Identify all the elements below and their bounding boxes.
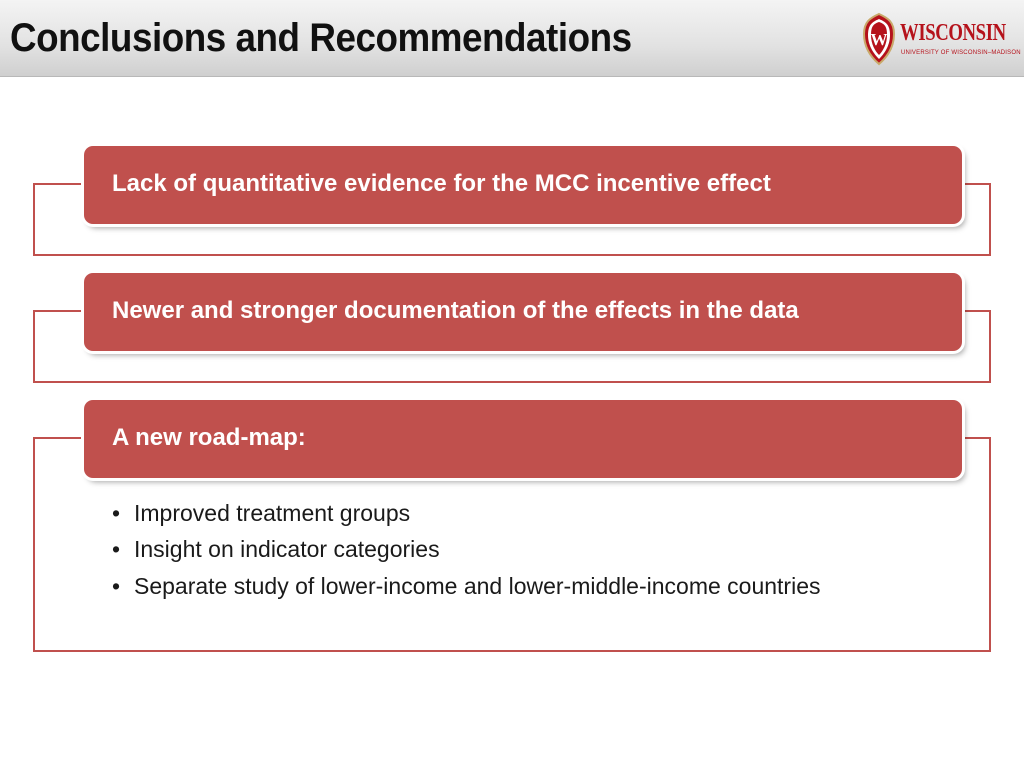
box-1-heading: Lack of quantitative evidence for the MCC incentive effect xyxy=(84,146,962,224)
list-item: • Separate study of lower-income and lower-middle-income countries xyxy=(112,573,821,599)
list-item: • Improved treatment groups xyxy=(112,500,411,526)
svg-text:W: W xyxy=(870,30,888,49)
logo-wordmark: WISCONSIN xyxy=(900,20,1006,46)
box-3-heading: A new road-map: xyxy=(84,400,962,478)
box-2-heading: Newer and stronger documentation of the effects in the data xyxy=(84,273,962,351)
roadmap-bullet-list xyxy=(110,498,870,608)
slide-header xyxy=(0,0,1024,77)
page-title: Conclusions and Recommendations xyxy=(10,16,632,60)
list-item: • Insight on indicator categories xyxy=(112,536,440,562)
uw-crest-icon xyxy=(861,12,897,66)
logo-subtitle: UNIVERSITY OF WISCONSIN–MADISON xyxy=(901,50,1021,56)
wisconsin-logo xyxy=(861,12,1021,66)
